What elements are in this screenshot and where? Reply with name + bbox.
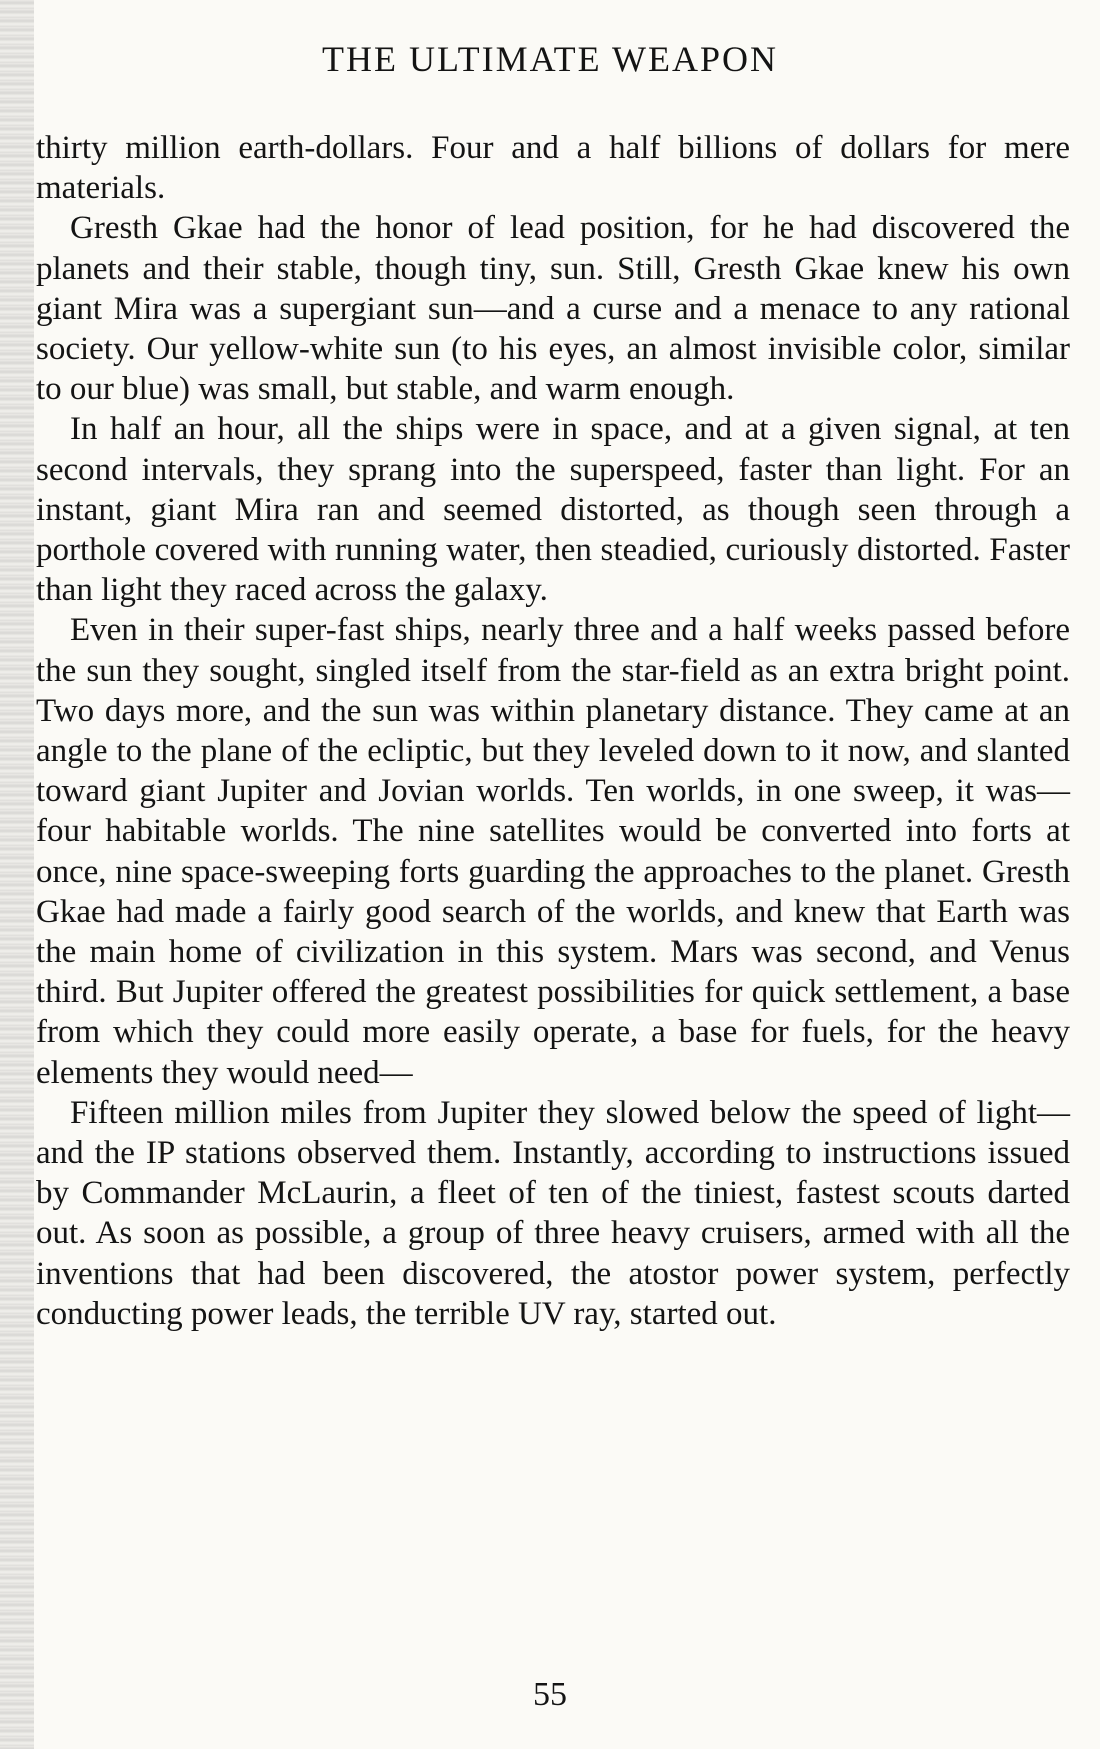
page-number: 55 (533, 1676, 567, 1713)
page-binding-edge (0, 0, 34, 1749)
paragraph: In half an hour, all the ships were in space, and at a given signal, at ten second intervals, they sprang into the superspeed, faster than light. For an instant, giant Mira ran and seemed distorted, as though seen through a porthole covered with running water, then steadied, curiously distorted. Faster than light they raced across the galaxy. (36, 411, 1070, 609)
paragraph: Even in their super-fast ships, nearly three and a half weeks passed before the sun they sought, singled itself from the star-field as an extra bright point. Two days more, and the sun was within planetary distance. They came at an angle to the plane of the ecliptic, but they leveled down to it now, and slanted toward giant Jupiter and Jovian worlds. Ten worlds, in one sweep, it was—four habitable worlds. The nine satellites would be converted into forts at once, nine space-sweeping forts guarding the approaches to the planet. Gresth Gkae had made a fairly good search of the worlds, and knew that Earth was the main home of civilization in this system. Mars was second, and Venus third. But Jupiter offered the greatest possibilities for quick settlement, a base from which they could more easily operate, a base for fuels, for the heavy elements they would need— (36, 612, 1070, 1091)
running-title: THE ULTIMATE WEAPON (322, 39, 778, 79)
paragraph: Fifteen million miles from Jupiter they slowed below the speed of light—and the IP stations observed them. Instantly, according to instructions issued by Commander McLaurin, a fleet of ten of the tiniest, fastest scouts darted out. As soon as possible, a group of three heavy cruisers, armed with all the inventions that had been discovered, the atostor power system, perfectly conducting power leads, the terrible UV ray, started out. (36, 1094, 1070, 1332)
paragraph-continued: thirty million earth-dollars. Four and a half billions of dollars for mere materials. (36, 130, 1070, 207)
paragraph: Gresth Gkae had the honor of lead position, for he had discovered the planets and their stable, though tiny, sun. Still, Gresth Gkae knew his own giant Mira was a supergiant sun—and a curse and a menace to any rational society. Our yellow-white sun (to his eyes, an almost invisible color, similar to our blue) was small, but stable, and warm enough. (36, 210, 1070, 408)
body-text (36, 128, 1070, 1334)
